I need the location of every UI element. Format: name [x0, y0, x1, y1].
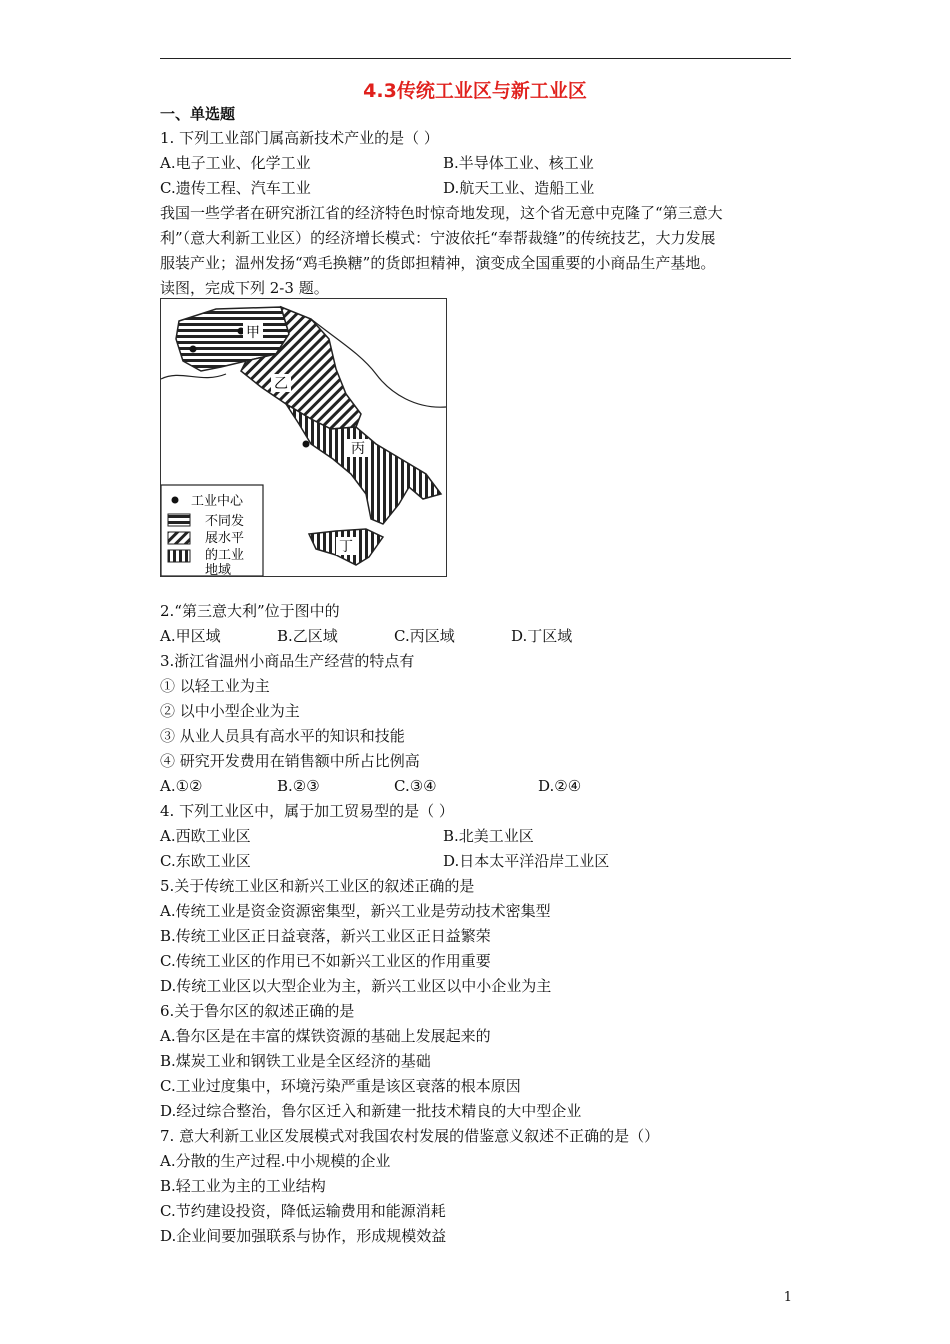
q5-stem: 5.关于传统工业区和新兴工业区的叙述正确的是 — [160, 877, 475, 895]
q6-option-b: B.煤炭工业和钢铁工业是全区经济的基础 — [160, 1052, 431, 1070]
q3-option-c: C.③④ — [394, 777, 437, 795]
passage-line: 服装产业；温州发扬“鸡毛换糖”的货郎担精神，演变成全国重要的小商品生产基地。 — [160, 254, 716, 272]
legend-swatch — [168, 532, 190, 544]
legend-swatch — [168, 550, 190, 562]
q6-stem: 6.关于鲁尔区的叙述正确的是 — [160, 1002, 355, 1020]
q7-stem: 7. 意大利新工业区发展模式对我国农村发展的借鉴意义叙述不正确的是（） — [160, 1127, 660, 1145]
q7-option-b: B.轻工业为主的工业结构 — [160, 1177, 326, 1195]
legend-region-label: 地域 — [205, 563, 232, 576]
passage-line: 我国一些学者在研究浙江省的经济特色时惊奇地发现，这个省无意中克隆了“第三意大 — [160, 204, 723, 222]
italy-industrial-map — [160, 298, 447, 577]
q7-option-a: A.分散的生产过程.中小规模的企业 — [160, 1152, 391, 1170]
region-label-ding: 丁 — [339, 539, 353, 555]
q6-option-a: A.鲁尔区是在丰富的煤铁资源的基础上发展起来的 — [160, 1027, 491, 1045]
legend-region-label: 展水平 — [205, 531, 245, 546]
q3-option-b: B.②③ — [277, 777, 320, 795]
page-number: 1 — [783, 1290, 792, 1305]
q3-stem: 3.浙江省温州小商品生产经营的特点有 — [160, 652, 415, 670]
q5-option-c: C.传统工业区的作用已不如新兴工业区的作用重要 — [160, 952, 491, 970]
section-heading: 一、单选题 — [160, 105, 236, 123]
q4-option-b: B.北美工业区 — [443, 827, 534, 845]
legend-region-label: 的工业 — [205, 548, 245, 563]
q7-option-c: C.节约建设投资，降低运输费用和能源消耗 — [160, 1202, 446, 1220]
passage-line: 利”（意大利新工业区）的经济增长模式：宁波依托“奉帮裁缝”的传统技艺，大力发展 — [160, 229, 716, 247]
region-bing — [286, 404, 441, 524]
q4-option-c: C.东欧工业区 — [160, 852, 251, 870]
q1-option-b: B.半导体工业、核工业 — [443, 154, 594, 172]
region-label-yi: 乙 — [274, 376, 288, 392]
q1-option-d: D.航天工业、造船工业 — [443, 179, 595, 197]
q4-option-a: A.西欧工业区 — [160, 827, 251, 845]
q2-stem: 2.“第三意大利”位于图中的 — [160, 602, 340, 620]
q2-option-a: A.甲区域 — [160, 627, 221, 645]
industrial-center — [303, 441, 310, 448]
q3-item: ② 以中小型企业为主 — [160, 702, 300, 720]
passage-line: 读图，完成下列 2-3 题。 — [160, 279, 329, 297]
region-label-bing: 丙 — [351, 441, 365, 457]
q4-stem: 4. 下列工业区中，属于加工贸易型的是（ ） — [160, 802, 454, 820]
q3-item: ④ 研究开发费用在销售额中所占比例高 — [160, 752, 420, 770]
region-label-jia: 甲 — [246, 325, 260, 341]
q3-option-a: A.①② — [160, 777, 203, 795]
q6-option-d: D.经过综合整治，鲁尔区迁入和新建一批技术精良的大中型企业 — [160, 1102, 582, 1120]
q7-option-d: D.企业间要加强联系与协作，形成规模效益 — [160, 1227, 447, 1245]
header-rule — [160, 58, 791, 59]
coastline — [161, 374, 226, 379]
q5-option-d: D.传统工业区以大型企业为主，新兴工业区以中小企业为主 — [160, 977, 552, 995]
legend-region-label: 不同发 — [205, 514, 245, 529]
page-title: 4.3传统工业区与新工业区 — [363, 80, 587, 102]
q4-option-d: D.日本太平洋沿岸工业区 — [443, 852, 610, 870]
legend-swatch — [168, 514, 190, 526]
q3-item: ① 以轻工业为主 — [160, 677, 270, 695]
q1-stem: 1. 下列工业部门属高新技术产业的是（ ） — [160, 129, 439, 147]
q1-option-c: C.遗传工程、汽车工业 — [160, 179, 311, 197]
industrial-center — [190, 346, 197, 353]
legend-center-label: 工业中心 — [191, 494, 244, 509]
q2-option-d: D.丁区域 — [511, 627, 573, 645]
q1-option-a: A.电子工业、化学工业 — [160, 154, 311, 172]
q2-option-b: B.乙区域 — [277, 627, 338, 645]
q5-option-b: B.传统工业区正日益衰落，新兴工业区正日益繁荣 — [160, 927, 491, 945]
q6-option-c: C.工业过度集中，环境污染严重是该区衰落的根本原因 — [160, 1077, 521, 1095]
q5-option-a: A.传统工业是资金资源密集型，新兴工业是劳动技术密集型 — [160, 902, 551, 920]
q3-item: ③ 从业人员具有高水平的知识和技能 — [160, 727, 405, 745]
q2-option-c: C.丙区域 — [394, 627, 455, 645]
legend-center-symbol — [172, 497, 179, 504]
q3-option-d: D.②④ — [538, 777, 582, 795]
